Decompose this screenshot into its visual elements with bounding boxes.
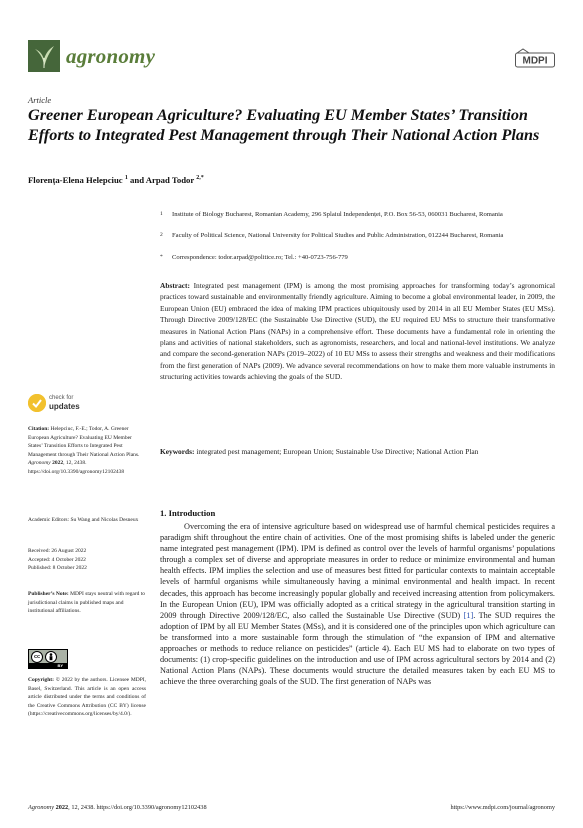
affiliation-text: Faculty of Political Science, National University for Political Studies and Public Administration, 012244 Bucharest, Romania <box>172 232 504 239</box>
agronomy-logo-icon <box>28 40 60 72</box>
affiliation-number: * <box>160 254 163 260</box>
mdpi-logo-icon <box>515 48 555 68</box>
affiliation-1 <box>160 210 555 220</box>
footer-journal: Agronomy <box>28 804 54 811</box>
dates-block <box>28 547 146 573</box>
footer-url[interactable]: https://www.mdpi.com/journal/agronomy <box>450 804 555 811</box>
footer-doi[interactable]: , 12, 2438. https://doi.org/10.3390/agronomy12102438 <box>68 804 207 811</box>
author-1[interactable]: Florența-Elena Helepciuc <box>28 175 123 185</box>
abstract <box>160 280 555 383</box>
keywords <box>160 446 555 457</box>
introduction-paragraph <box>160 521 555 687</box>
academic-editors <box>28 516 146 528</box>
check-updates-icon <box>28 394 46 412</box>
affiliation-text: Correspondence: todor.arpad@politice.ro; Tel.: +40-0723-756-779 <box>172 254 348 261</box>
author-2[interactable]: Arpad Todor <box>145 175 195 185</box>
keywords-text: integrated pest management; European Union; Sustainable Use Directive; National Action Plan <box>196 447 479 456</box>
copyright-text: © 2022 by the authors. Licensee MDPI, Basel, Switzerland. This article is an open access article distributed under the terms and conditions of the Creative Commons Attribution (CC BY) license (https://creativecommons.org/licenses/by/4.0/). <box>28 677 147 718</box>
accepted-date: Accepted: 4 October 2022 <box>28 556 86 563</box>
person-icon <box>45 651 57 663</box>
citation-block <box>28 425 146 480</box>
cc-icon: cc <box>31 651 43 663</box>
affiliation-number: 2 <box>160 232 163 238</box>
check-updates-line1: check for <box>49 395 74 401</box>
footer-year: 2022 <box>55 804 69 811</box>
cc-by-license-icon[interactable] <box>28 649 68 669</box>
section-heading: 1. Introduction <box>160 508 216 518</box>
article-title: Greener European Agriculture? Evaluating EU Member States’ Transition Efforts to Integrated Pest Management through Their National Action Plans <box>28 106 540 144</box>
journal-name: agronomy <box>66 44 156 68</box>
abstract-label: Abstract: <box>160 281 190 290</box>
copyright <box>28 676 146 722</box>
paragraph-text-cont: . The SUD requires the adoption of IPM by all EU Member States (MSs), and it is considered one of the principles upon which agriculture can be transformed into a more sustainable form through the stimulation of “the expansion of IPM and alternative approaches or methods to reduce reliance on pesticides” (article 4). Each EU MS had to elaborate on two types of documents: (1) crop-specific guidelines on the introduction and use of IPM across agricultural sectors by 2014 and (2) National Action Plans (NAPs). These documents would structure the detailed measures taken by each EU MS to achieve the three overarching goals of the SUD. The first generation of NAPs was <box>160 610 555 687</box>
published-date: Published: 8 October 2022 <box>28 565 87 572</box>
affiliation-number: 1 <box>160 211 163 217</box>
keywords-label: Keywords: <box>160 447 195 456</box>
received-date: Received: 26 August 2022 <box>28 548 87 554</box>
journal-header <box>28 40 555 80</box>
publisher-note <box>28 590 146 619</box>
citation-year: 2022 <box>52 460 64 467</box>
mdpi-logo-text: MDPI <box>522 55 548 67</box>
article-type: Article <box>28 95 52 105</box>
abstract-text: Integrated pest management (IPM) is among the most promising approaches for transforming today’s agronomical practices toward sustainable and environmentally friendly agriculture. Aiming to become a global environmental leader, in 2009, the European Union (EU) embraced the idea of making IPM practices ubiquitously used by 2014 in all EU Member States (EU MSs). Through Directive 2009/128/EC (the Sustainable Use Directive (SUD), the EU required EU MSs to structure their transformative measures in National Action Plans (NAPs) in a comprehensive effort. These documents have a fundamental role in orienting the plans and activities of national stakeholders, such as agronomists, researchers, and local and national-level institutions. We analyze and compare the second-generation NAPs (2019–2022) of 10 EU MSs to assess their strengths and weakness and their modifications from the first generation of NAPs (2009). We advance several recommendations on how to make them more valuable instruments in structuring activities towards achieving the goals of the SUD. <box>160 281 555 382</box>
publisher-note-label: Publisher’s Note: <box>28 591 69 597</box>
correspondence <box>160 253 555 263</box>
affiliation-text: Institute of Biology Bucharest, Romanian Academy, 296 Splaiul Independenței, P.O. Box 56-53, 060031 Bucharest, Romania <box>172 211 503 218</box>
citation-doi[interactable]: , 12, 2438. https://doi.org/10.3390/agronomy12102438 <box>28 460 125 475</box>
footer-citation <box>28 804 207 811</box>
authors: Florența-Elena Helepciuc $^1$ and Arpad Todor $^{2,*}$ <box>28 175 204 185</box>
paragraph-text: Overcoming the era of intensive agriculture based on widespread use of harmful chemical pesticides requires a paradigm shift throughout the entire chain of activities. One of the most promising shifts is labeled under the generic name integrated pest management (IPM). IPM is defined as control over the levels of harmful organisms’ populations through a complex set of diverse and appropriate measures in order to reduce or minimize environmental and human health effects. IPM implies the selection and use of measures best fitted for particular contexts to maintain acceptable levels of harmful organisms while simultaneously having a minimal environmental and health impact. In recent decades, this approach has become increasingly popular globally and received increasing attention from policymakers. In the European Union (EU), IPM was officially adopted as a critical strategy in the agricultural transition starting in 2009 through Directive 2009/128/EC, also called the Sustainable Use Directive (SUD) <box>160 522 555 620</box>
citation-journal: Agronomy <box>28 460 51 467</box>
affiliation-2 <box>160 231 555 241</box>
check-for-updates-button[interactable] <box>28 392 98 416</box>
check-updates-line2: updates <box>49 402 80 411</box>
reference-link[interactable]: [1] <box>463 610 474 620</box>
copyright-label: Copyright: <box>28 677 54 683</box>
citation-label: Citation: <box>28 426 50 432</box>
citation-text: Helepciuc, F.-E.; Todor, A. Greener European Agriculture? Evaluating EU Member States’ Transition Efforts to Integrated Pest Management through Their National Action Plans. <box>28 426 140 458</box>
publisher-note-text: MDPI stays neutral with regard to jurisdictional claims in published maps and institutional affiliations. <box>28 591 146 615</box>
cc-by-label: BY <box>29 663 67 668</box>
academic-editors-text: Academic Editors: Su Wang and Nicolas Desneux <box>28 517 139 523</box>
